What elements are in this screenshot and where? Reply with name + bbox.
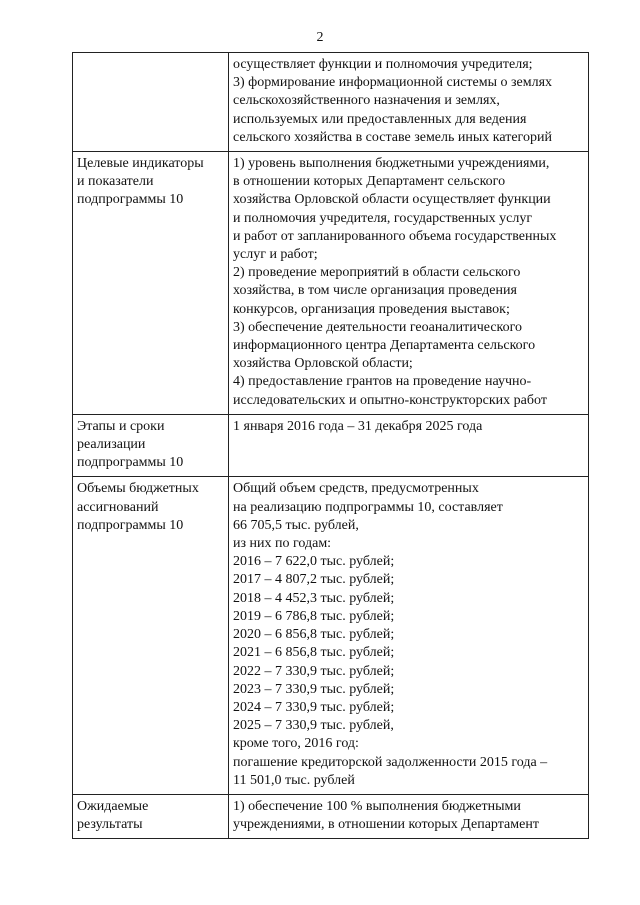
row-content-line: 2024 – 7 330,9 тыс. рублей;	[233, 699, 395, 715]
row-content-line: 2016 – 7 622,0 тыс. рублей;	[233, 554, 395, 570]
row-label-cell	[73, 414, 229, 477]
row-content-cell	[229, 794, 589, 838]
row-content-line: 2020 – 6 856,8 тыс. рублей;	[233, 627, 395, 643]
row-content-line: погашение кредиторской задолженности 2015 года –	[233, 754, 548, 770]
row-content-line: 2022 – 7 330,9 тыс. рублей;	[233, 663, 395, 679]
row-label-line: результаты	[77, 817, 143, 833]
row-content-line: на реализацию подпрограммы 10, составляет	[233, 499, 503, 515]
row-content-line: 2023 – 7 330,9 тыс. рублей;	[233, 681, 395, 697]
row-content-line: хозяйства Орловской области;	[233, 356, 413, 372]
row-content-line: осуществляет функции и полномочия учредителя;	[233, 57, 533, 72]
row-content-cell	[229, 414, 589, 477]
row-content-line: исследовательских и опытно-конструкторских работ	[233, 392, 547, 408]
row-label-line: подпрограммы 10	[77, 517, 184, 533]
row-content-line: 2025 – 7 330,9 тыс. рублей,	[233, 718, 394, 734]
row-content-line: кроме того, 2016 год:	[233, 736, 359, 752]
row-content-line: в отношении которых Департамент сельского	[233, 174, 506, 190]
row-content-line: учреждениями, в отношении которых Департамент	[233, 817, 539, 833]
row-label-line: ассигнований	[77, 499, 159, 515]
row-label-line: Ожидаемые	[77, 798, 149, 814]
row-label-line: Целевые индикаторы	[77, 156, 204, 172]
row-content-line: и полномочия учредителя, государственных услуг	[233, 210, 533, 226]
table-row	[73, 794, 589, 838]
row-content-line: 2021 – 6 856,8 тыс. рублей;	[233, 645, 395, 661]
table-row	[73, 152, 589, 415]
row-content-line: 4) предоставление грантов на проведение научно-	[233, 374, 532, 390]
row-content-line: информационного центра Департамента сельского	[233, 338, 536, 354]
row-content-line: и работ от запланированного объема государственных	[233, 228, 557, 244]
row-content-line: 1) обеспечение 100 % выполнения бюджетными	[233, 798, 521, 814]
row-content-line: 2018 – 4 452,3 тыс. рублей;	[233, 590, 395, 606]
row-content-line: 2) проведение мероприятий в области сельского	[233, 265, 521, 281]
table-body	[73, 53, 589, 839]
row-content-cell	[229, 53, 589, 152]
row-label-line: подпрограммы 10	[77, 455, 184, 471]
row-content-line: сельскохозяйственного назначения и землях,	[233, 93, 500, 109]
row-label-cell	[73, 794, 229, 838]
row-content-line: 11 501,0 тыс. рублей	[233, 772, 355, 788]
row-content-line: сельского хозяйства в составе земель иных категорий	[233, 129, 552, 145]
row-label-line: и показатели	[77, 174, 154, 190]
row-label-cell	[73, 53, 229, 152]
row-content-line: 1 января 2016 года – 31 декабря 2025 года	[233, 418, 483, 434]
row-content-line: из них по годам:	[233, 536, 332, 552]
row-content-line: используемых или предоставленных для ведения	[233, 111, 527, 127]
table-row	[73, 477, 589, 794]
row-content-line: 66 705,5 тыс. рублей,	[233, 517, 359, 533]
row-content-line: 3) обеспечение деятельности геоаналитического	[233, 319, 523, 335]
row-content-cell	[229, 477, 589, 794]
row-label-cell	[73, 152, 229, 415]
passport-table	[72, 52, 589, 839]
table-row	[73, 414, 589, 477]
row-content-line: Общий объем средств, предусмотренных	[233, 481, 479, 497]
row-content-line: конкурсов, организация проведения выставок;	[233, 301, 510, 317]
row-content-line: хозяйства, в том числе организация проведения	[233, 283, 517, 299]
row-content-line: 1) уровень выполнения бюджетными учреждениями,	[233, 156, 550, 172]
row-label-line: реализации	[77, 437, 146, 453]
row-label-line: Объемы бюджетных	[77, 481, 199, 497]
row-content-line: 2017 – 4 807,2 тыс. рублей;	[233, 572, 395, 588]
page-number: 2	[316, 30, 324, 45]
row-label-line: подпрограммы 10	[77, 192, 184, 208]
row-content-line: 2019 – 6 786,8 тыс. рублей;	[233, 608, 395, 624]
row-content-line: услуг и работ;	[233, 247, 318, 263]
table-row	[73, 53, 589, 152]
row-content-cell	[229, 152, 589, 415]
row-content-line: 3) формирование информационной системы о землях	[233, 75, 553, 91]
row-content-line: хозяйства Орловской области осуществляет функции	[233, 192, 551, 208]
row-label-cell	[73, 477, 229, 794]
row-label-line: Этапы и сроки	[77, 418, 165, 434]
